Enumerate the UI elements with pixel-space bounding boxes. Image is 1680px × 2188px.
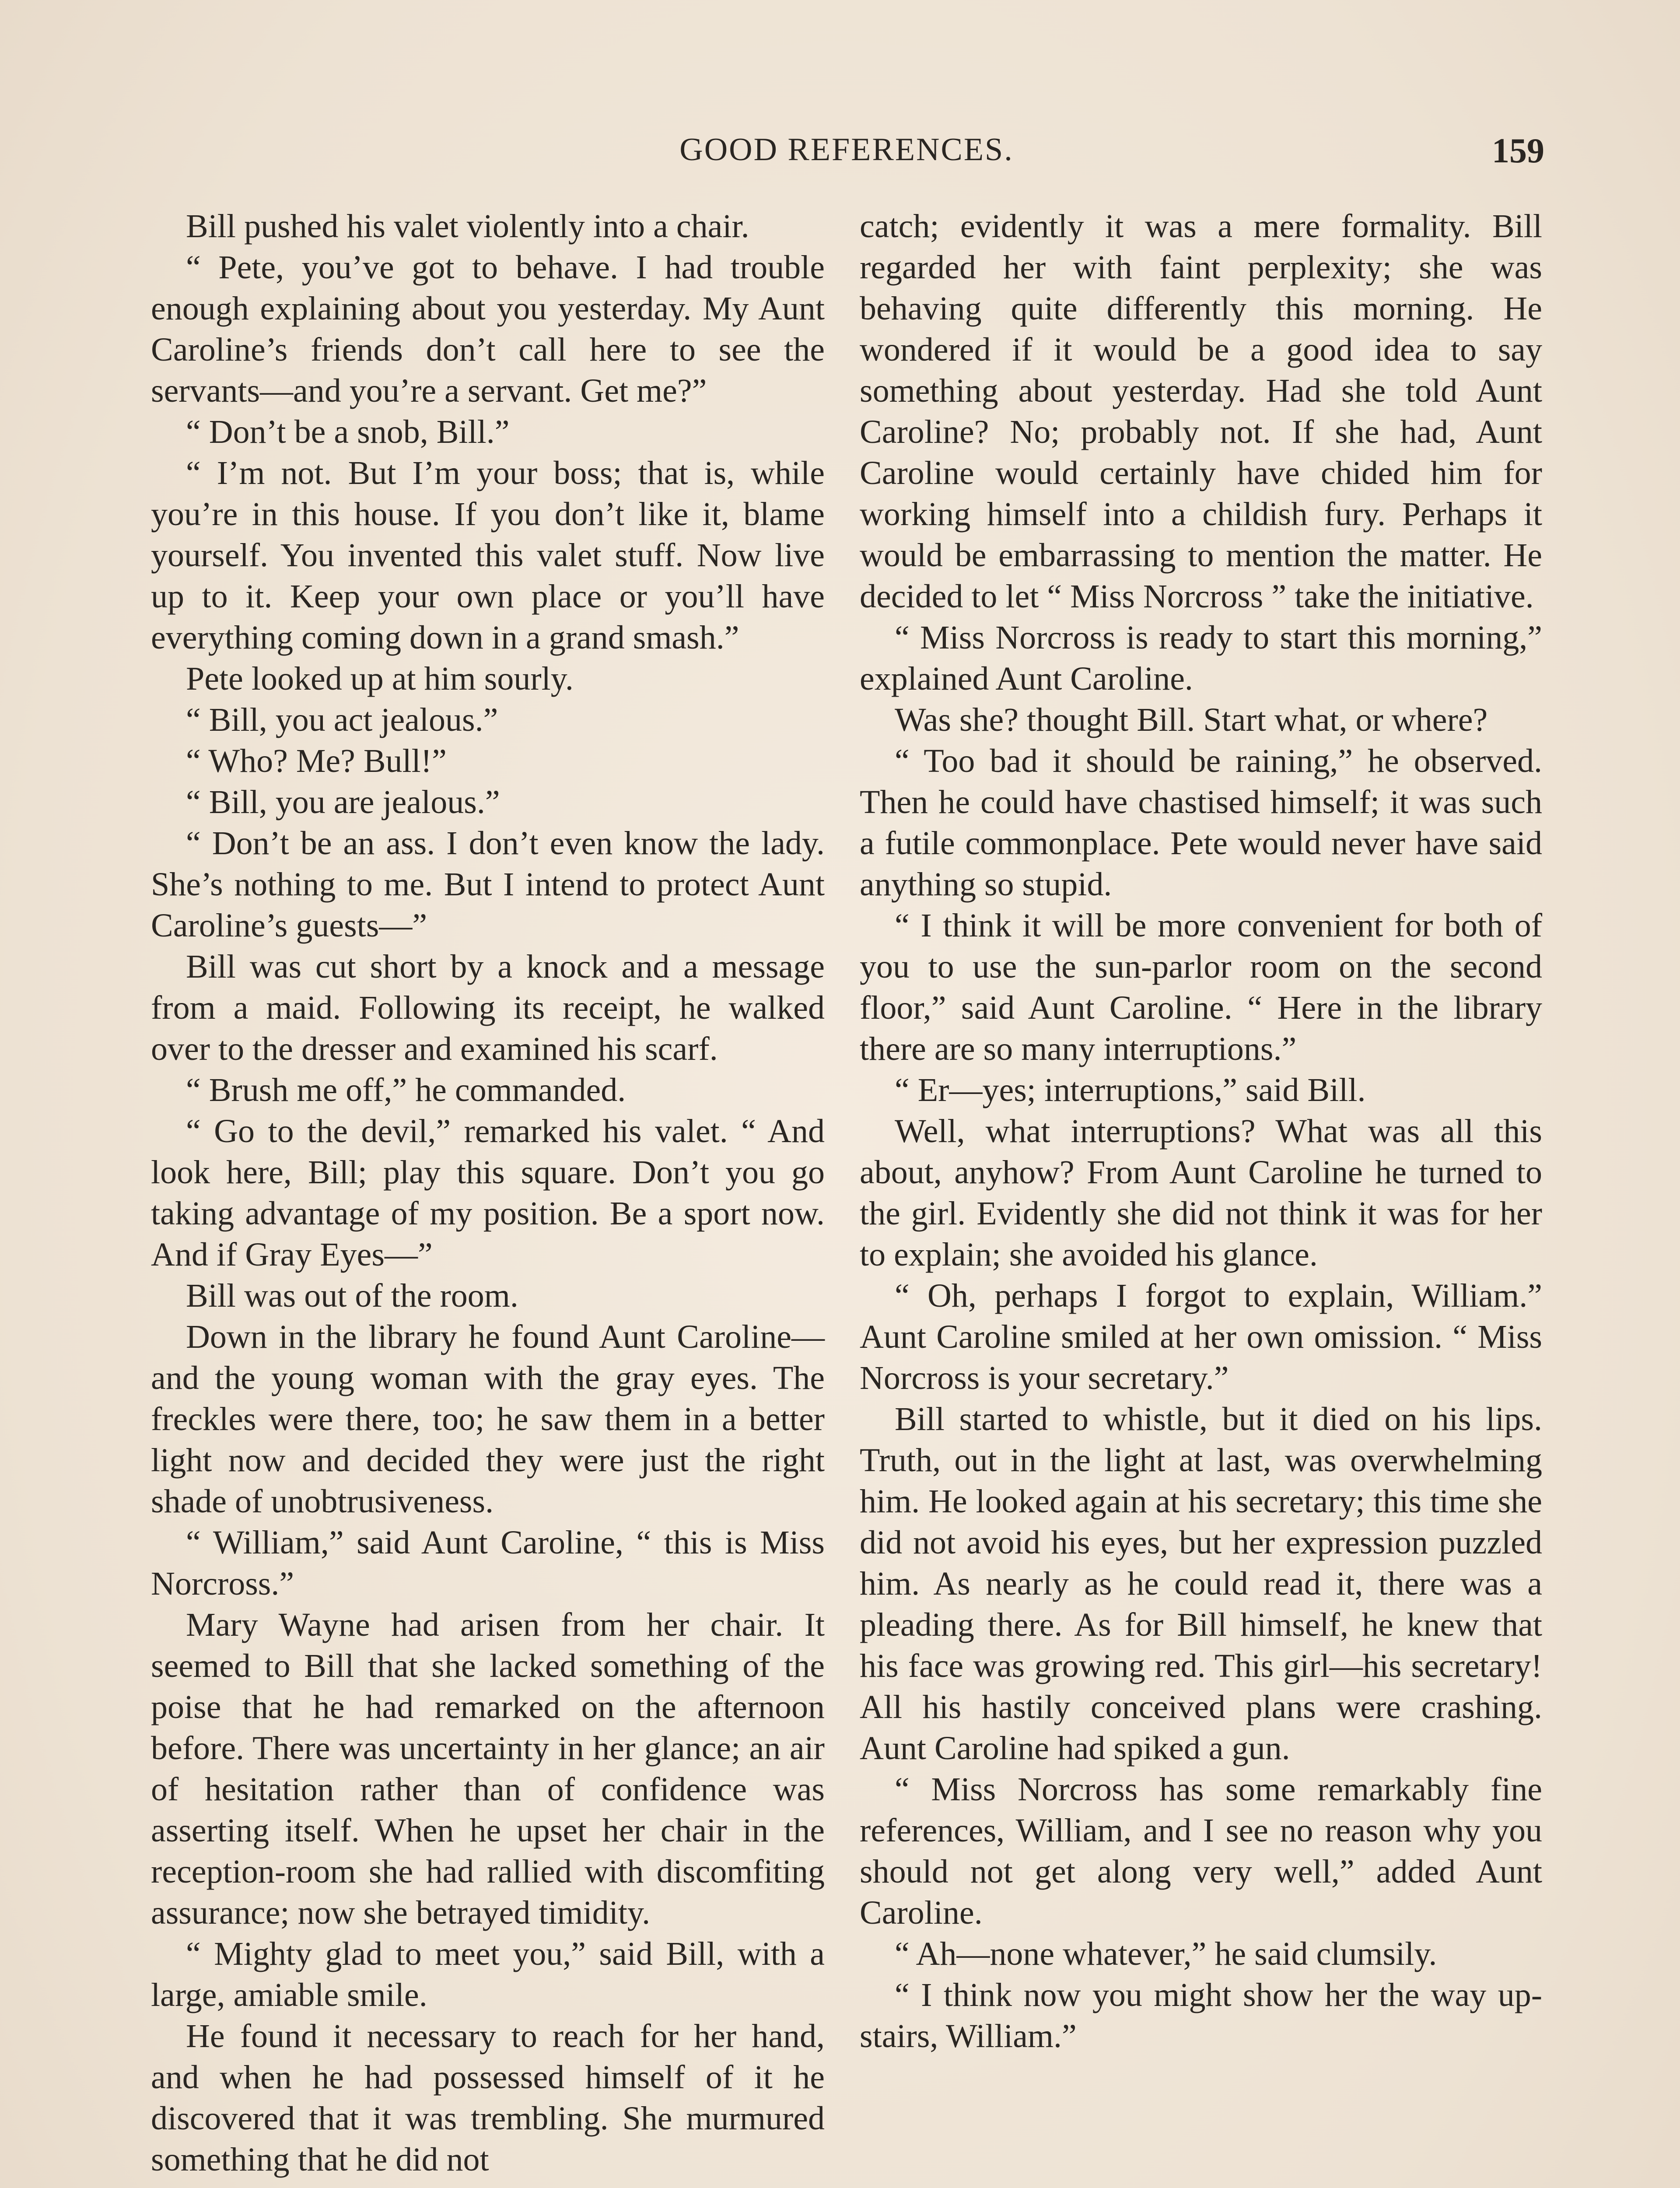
paragraph: “ Pete, you’ve got to behave. I had trouble enough explaining about you yesterday. My Aunt Caroline’s friends don’t call here to see the servants—and you’re a servant. Get me?” — [151, 249, 825, 409]
paragraph: “ Who? Me? Bull!” — [186, 743, 447, 779]
paragraph: Bill was out of the room. — [186, 1277, 518, 1314]
paragraph: “ I’m not. But I’m your boss; that is, while you’re in this house. If you don’t like it, blame yourself. You invented this valet stuff. Now live up to it. Keep your own place or you’ll have everything coming down in a grand smash.” — [151, 455, 825, 656]
paragraph: Bill was cut short by a knock and a message from a maid. Following its receipt, he walked over to the dresser and examined his scarf. — [151, 948, 825, 1067]
paragraph: “ Bill, you are jealous.” — [186, 784, 500, 820]
paragraph: “ I think now you might show her the way up-stairs, William.” — [860, 1977, 1542, 2055]
right-column — [860, 206, 1542, 2057]
paragraph: “ Ah—none whatever,” he said clumsily. — [895, 1936, 1437, 1972]
paragraph: “ William,” said Aunt Caroline, “ this is Miss Norcross.” — [151, 1524, 825, 1602]
paragraph: “ Mighty glad to meet you,” said Bill, with a large, amiable smile. — [151, 1936, 825, 2013]
paragraph: “ Don’t be a snob, Bill.” — [186, 414, 510, 450]
paragraph: Was she? thought Bill. Start what, or where? — [895, 701, 1488, 738]
paragraph: “ Oh, perhaps I forgot to explain, William.” Aunt Caroline smiled at her own omission. “ Miss Norcross is your secretary.” — [860, 1277, 1542, 1396]
paragraph: “ Don’t be an ass. I don’t even know the lady. She’s nothing to me. But I intend to protect Aunt Caroline’s guests—” — [151, 825, 825, 944]
left-column — [151, 206, 825, 2180]
paragraph: “ Er—yes; interruptions,” said Bill. — [895, 1072, 1366, 1108]
paragraph: Pete looked up at him sourly. — [186, 660, 574, 697]
paragraph: Down in the library he found Aunt Caroline—and the young woman with the gray eyes. The freckles were there, too; he saw them in a better light now and decided they were just the right shade of unobtrusiveness. — [151, 1318, 825, 1520]
paragraph-continuation: catch; evidently it was a mere formality. Bill regarded her with faint perplexity; she was behaving quite differently this morning. He wondered if it would be a good idea to say something about yesterday. Had she told Aunt Caroline? No; probably not. If she had, Aunt Caroline would certainly have chided him for working himself into a childish fury. Perhaps it would be embarrassing to mention the matter. He decided to let “ Miss Norcross ” take the initiative. — [860, 208, 1542, 615]
paragraph: “ Brush me off,” he commanded. — [186, 1072, 626, 1108]
paragraph: Mary Wayne had arisen from her chair. It seemed to Bill that she lacked something of the poise that he had remarked on the afternoon before. There was uncertainty in her glance; an air of hesitation rather than of confidence was asserting itself. When he upset her chair in the reception-room she had rallied with discomfiting assurance; now she betrayed timidity. — [151, 1606, 825, 1931]
paragraph: He found it necessary to reach for her hand, and when he had possessed himself of it he discovered that it was trembling. She murmured something that he did not — [151, 2018, 825, 2178]
paragraph: “ Miss Norcross is ready to start this morning,” explained Aunt Caroline. — [860, 619, 1542, 697]
paragraph: “ Miss Norcross has some remarkably fine references, William, and I see no reason why you should not get along very well,” added Aunt Caroline. — [860, 1771, 1542, 1931]
paragraph: Bill pushed his valet violently into a chair. — [186, 208, 749, 245]
running-head: GOOD REFERENCES. — [679, 132, 1014, 168]
paragraph: “ I think it will be more convenient for both of you to use the sun-parlor room on the second floor,” said Aunt Caroline. “ Here in the library there are so many interruptions.” — [860, 907, 1542, 1067]
paragraph: “ Too bad it should be raining,” he observed. Then he could have chastised himself; it was such a futile commonplace. Pete would never have said anything so stupid. — [860, 743, 1542, 903]
page-number: 159 — [1492, 132, 1544, 170]
paragraph: “ Go to the devil,” remarked his valet. “ And look here, Bill; play this square. Don’t you go taking advantage of my position. Be a sport now. And if Gray Eyes—” — [151, 1113, 825, 1273]
paragraph: Well, what interruptions? What was all this about, anyhow? From Aunt Caroline he turned to the girl. Evidently she did not think it was for her to explain; she avoided his glance. — [860, 1113, 1542, 1273]
paragraph: Bill started to whistle, but it died on his lips. Truth, out in the light at last, was overwhelming him. He looked again at his secretary; this time she did not avoid his eyes, but her expression puzzled him. As nearly as he could read it, there was a pleading there. As for Bill himself, he knew that his face was growing red. This girl—his secretary! All his hastily conceived plans were crashing. Aunt Caroline had spiked a gun. — [860, 1401, 1542, 1767]
paragraph: “ Bill, you act jealous.” — [186, 701, 498, 738]
page-header — [149, 131, 1544, 179]
